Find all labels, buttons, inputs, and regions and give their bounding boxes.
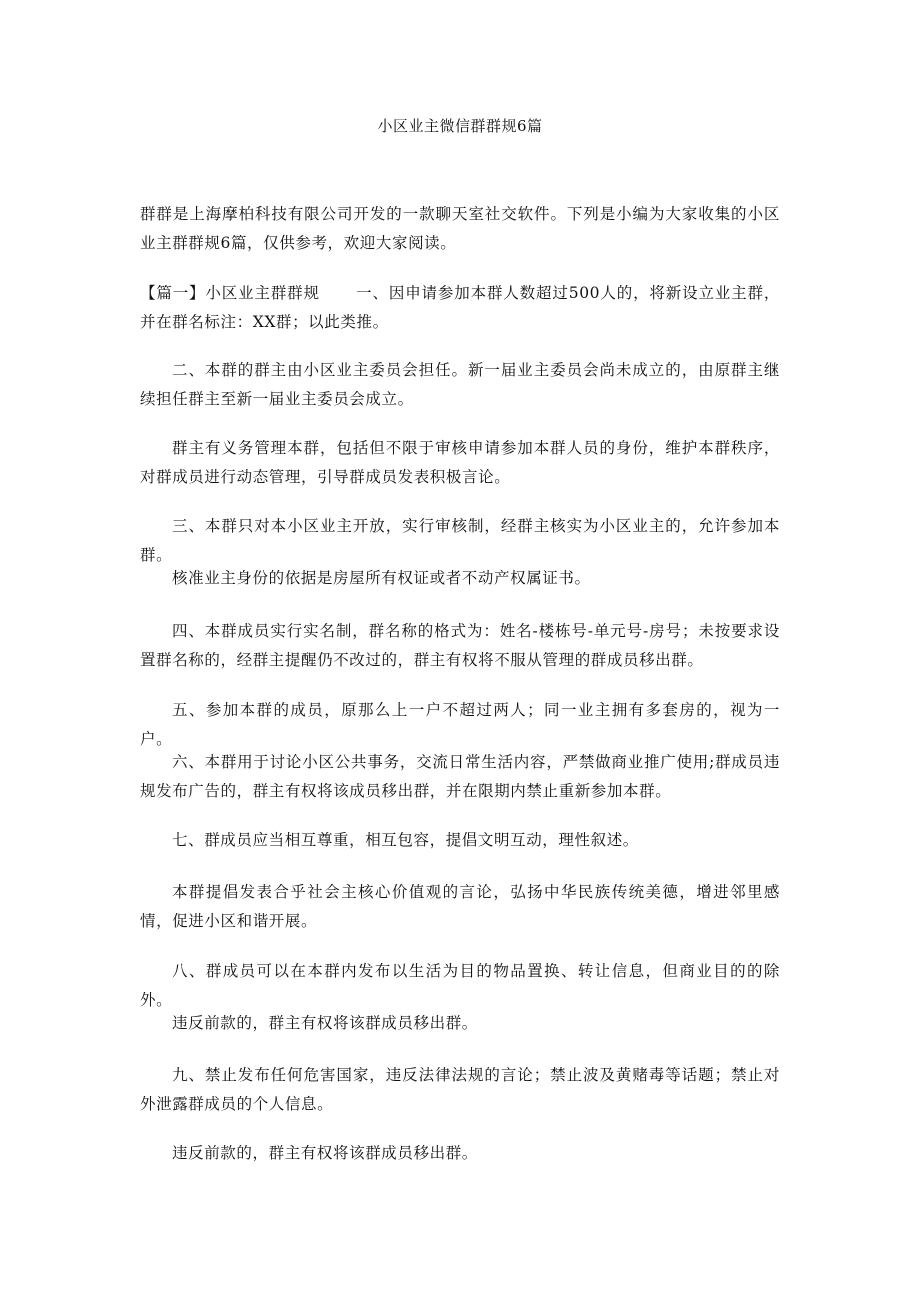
rule-1-text: 一、因申请参加本群人数超过500人的，将新设立业主群，并在群名标注：XX群；以此类推。 bbox=[140, 284, 780, 331]
rule-9-note-paragraph: 违反前款的，群主有权将该群成员移出群。 bbox=[172, 1144, 478, 1162]
rule-4-paragraph: 四、本群成员实行实名制，群名称的格式为：姓名-楼栋号-单元号-房号；未按要求设置群名称的，经群主提醒仍不改过的，群主有权将不服从管理的群成员移出群。 bbox=[140, 622, 780, 669]
section-one-paragraph bbox=[140, 279, 780, 337]
rule-3-paragraph: 三、本群只对本小区业主开放，实行审核制，经群主核实为小区业主的，允许参加本群。 bbox=[140, 517, 780, 564]
intro-paragraph: 群群是上海摩柏科技有限公司开发的一款聊天室社交软件。下列是小编为大家收集的小区业主群群规6篇，仅供参考，欢迎大家阅读。 bbox=[140, 205, 780, 252]
rule-3-note-paragraph: 核准业主身份的依据是房屋所有权证或者不动产权属证书。 bbox=[172, 569, 591, 587]
rule-6-paragraph: 六、本群用于讨论小区公共事务，交流日常生活内容，严禁做商业推广使用;群成员违规发布广告的，群主有权将该成员移出群，并在限期内禁止重新参加本群。 bbox=[140, 753, 780, 800]
rule-2-note-paragraph: 群主有义务管理本群，包括但不限于审核申请参加本群人员的身份，维护本群秩序，对群成员进行动态管理，引导群成员发表积极言论。 bbox=[140, 439, 780, 486]
rule-2-paragraph: 二、本群的群主由小区业主委员会担任。新一届业主委员会尚未成立的，由原群主继续担任群主至新一届业主委员会成立。 bbox=[140, 361, 780, 408]
rule-8-paragraph: 八、群成员可以在本群内发布以生活为目的物品置换、转让信息，但商业目的的除外。 bbox=[140, 962, 780, 1009]
document-title: 小区业主微信群群规6篇 bbox=[377, 117, 543, 135]
rule-8-note-paragraph: 违反前款的，群主有权将该群成员移出群。 bbox=[172, 1014, 478, 1032]
rule-7-note-paragraph: 本群提倡发表合乎社会主核心价值观的言论，弘扬中华民族传统美德，增进邻里感情，促进小区和谐开展。 bbox=[140, 883, 780, 930]
rule-7-paragraph: 七、群成员应当相互尊重，相互包容，提倡文明互动，理性叙述。 bbox=[172, 831, 639, 849]
rule-5-paragraph: 五、参加本群的成员，原那么上一户不超过两人；同一业主拥有多套房的，视为一户。 bbox=[140, 701, 780, 748]
section-heading: 【篇一】小区业主群群规 bbox=[140, 284, 320, 302]
rule-9-paragraph: 九、禁止发布任何危害国家，违反法律法规的言论；禁止波及黄赌毒等话题；禁止对外泄露群成员的个人信息。 bbox=[140, 1066, 780, 1113]
